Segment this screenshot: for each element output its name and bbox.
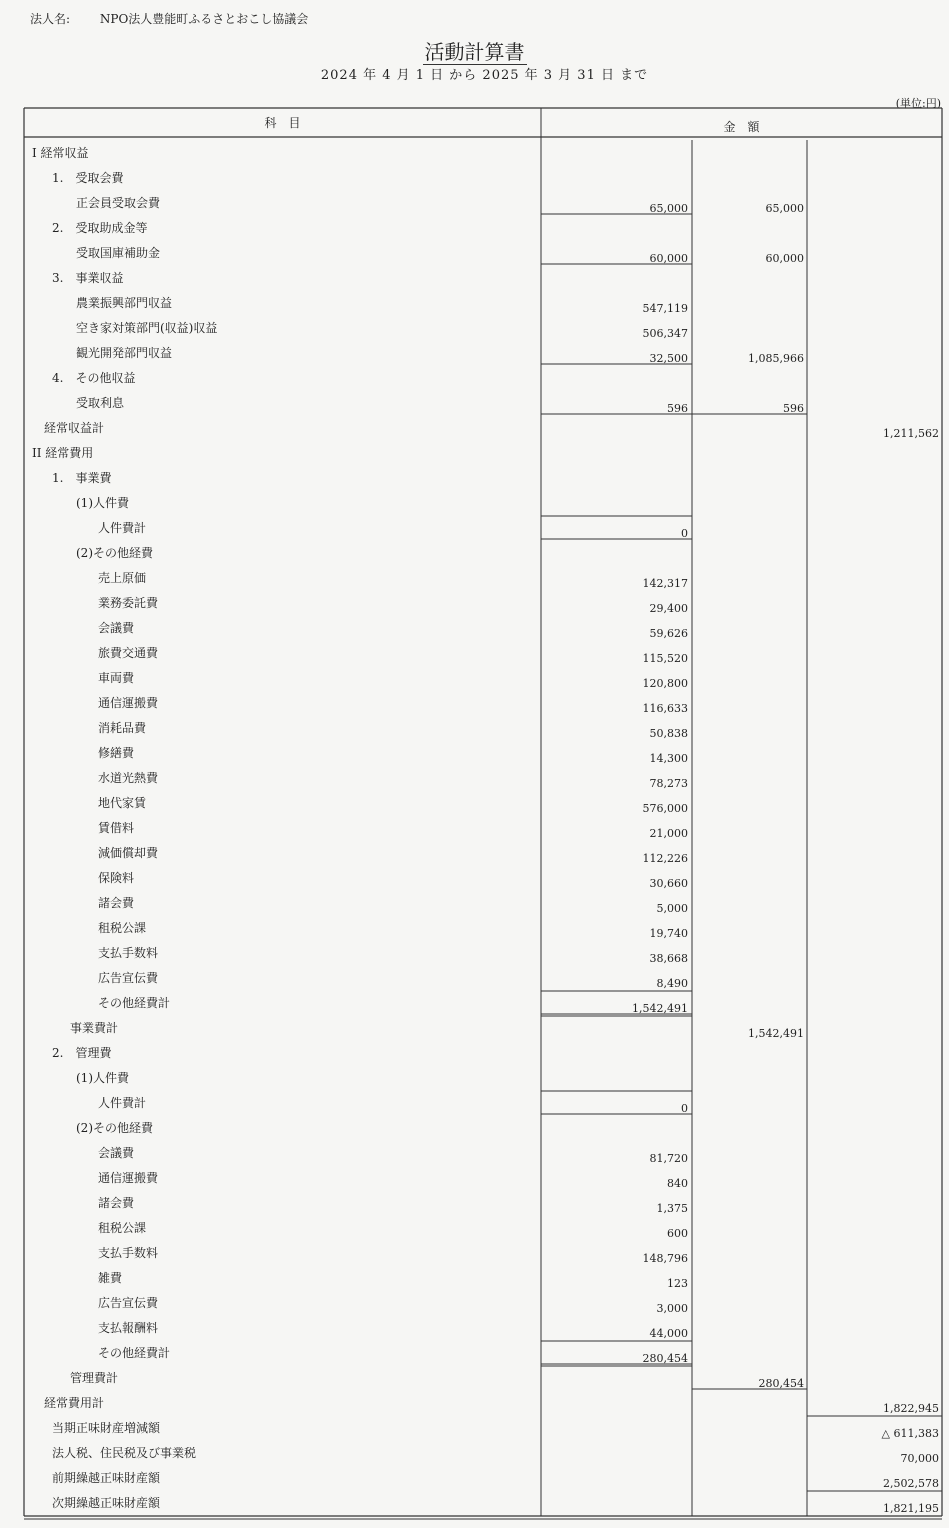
unit-note: (単位:円) (895, 97, 941, 110)
row-label: 経常収益計 (44, 421, 105, 435)
amount-detail: 32,500 (649, 352, 688, 365)
row-label: (1)人件費 (76, 1071, 129, 1085)
amount-total: 1,821,195 (883, 1502, 939, 1515)
amount-subtotal: 596 (783, 402, 804, 415)
row-label: 支払手数料 (98, 1246, 159, 1260)
row-label: (1)人件費 (76, 496, 129, 510)
row-label: 消耗品費 (98, 721, 147, 735)
row-label: 当期正味財産増減額 (52, 1421, 161, 1435)
amount-detail: 116,633 (642, 702, 688, 715)
header-amount: 金 額 (723, 120, 760, 134)
amount-detail: 1,375 (656, 1202, 688, 1215)
amount-detail: 123 (667, 1277, 688, 1290)
row-label: 通信運搬費 (98, 696, 159, 710)
row-label: その他経費計 (98, 996, 171, 1010)
row-label: 諸会費 (98, 896, 135, 910)
row-label: 2. 受取助成金等 (52, 221, 148, 235)
row-label: 1. 受取会費 (52, 171, 124, 185)
amount-detail: 0 (681, 527, 688, 540)
row-label: 観光開発部門収益 (76, 346, 173, 360)
row-label: 売上原価 (98, 571, 147, 585)
row-label: 次期繰越正味財産額 (52, 1496, 161, 1510)
row-label: I 経常収益 (32, 146, 89, 160)
row-label: 受取利息 (76, 396, 125, 410)
amount-subtotal: 60,000 (765, 252, 804, 265)
row-label: 保険料 (98, 871, 135, 885)
amount-subtotal: 280,454 (758, 1377, 804, 1390)
amount-detail: 8,490 (656, 977, 688, 990)
amount-subtotal: 1,085,966 (748, 352, 804, 365)
amount-detail: 78,273 (649, 777, 688, 790)
amount-detail: 0 (681, 1102, 688, 1115)
row-label: 4. その他収益 (52, 371, 136, 385)
amount-subtotal: 1,542,491 (748, 1027, 804, 1040)
amount-detail: 596 (667, 402, 688, 415)
amount-detail: 142,317 (642, 577, 688, 590)
amount-detail: 19,740 (649, 927, 688, 940)
row-label: 農業振興部門収益 (76, 296, 173, 310)
amount-total: 1,211,562 (883, 427, 939, 440)
row-label: 受取国庫補助金 (76, 246, 161, 260)
amount-detail: 59,626 (649, 627, 688, 640)
amount-total: 1,822,945 (883, 1402, 939, 1415)
document-title: 活動計算書 (424, 40, 525, 64)
amount-detail: 5,000 (656, 902, 688, 915)
amount-detail: 38,668 (649, 952, 688, 965)
fiscal-period: 2024 年 4 月 1 日 から 2025 年 3 月 31 日 まで (320, 68, 649, 83)
row-label: 空き家対策部門(収益)収益 (76, 321, 218, 335)
row-label: 広告宣伝費 (98, 1296, 159, 1310)
row-label: 前期繰越正味財産額 (52, 1471, 161, 1485)
row-label: 支払報酬料 (98, 1321, 159, 1335)
row-label: II 経常費用 (32, 446, 94, 460)
amount-detail: 576,000 (642, 802, 688, 815)
amount-detail: 60,000 (649, 252, 688, 265)
row-label: 法人税、住民税及び事業税 (52, 1446, 197, 1460)
amount-detail: 14,300 (649, 752, 688, 765)
row-label: 会議費 (98, 1146, 135, 1160)
row-label: 諸会費 (98, 1196, 135, 1210)
row-label: 経常費用計 (44, 1396, 105, 1410)
row-label: 支払手数料 (98, 946, 159, 960)
amount-detail: 50,838 (649, 727, 688, 740)
amount-detail: 3,000 (656, 1302, 688, 1315)
amount-detail: 81,720 (649, 1152, 688, 1165)
row-label: (2)その他経費 (76, 1121, 153, 1135)
row-label: 管理費計 (70, 1371, 119, 1385)
row-label: その他経費計 (98, 1346, 171, 1360)
row-label: 1. 事業費 (52, 471, 112, 485)
amount-detail: 21,000 (649, 827, 688, 840)
row-label: 租税公課 (98, 1221, 147, 1235)
row-label: 地代家賃 (98, 796, 147, 810)
amount-detail: 120,800 (642, 677, 688, 690)
row-label: 車両費 (98, 671, 135, 685)
row-label: 人件費計 (98, 521, 147, 535)
amount-detail: 29,400 (649, 602, 688, 615)
amount-detail: 115,520 (642, 652, 688, 665)
amount-detail: 547,119 (642, 302, 688, 315)
row-label: 修繕費 (98, 746, 135, 760)
row-label: 人件費計 (98, 1096, 147, 1110)
header-subject: 科 目 (264, 116, 301, 130)
row-label: 賃借料 (98, 821, 135, 835)
row-label: 雑費 (98, 1271, 123, 1285)
row-label: (2)その他経費 (76, 546, 153, 560)
organization-name: NPO法人豊能町ふるさとおこし協議会 (99, 12, 309, 26)
row-label: 2. 管理費 (52, 1046, 112, 1060)
amount-detail: 148,796 (642, 1252, 688, 1265)
amount-detail: 1,542,491 (632, 1002, 688, 1015)
organization-label: 法人名: (30, 12, 71, 26)
amount-subtotal: 65,000 (765, 202, 804, 215)
amount-detail: 65,000 (649, 202, 688, 215)
row-label: 減価償却費 (98, 846, 159, 860)
row-label: 正会員受取会費 (76, 196, 161, 210)
row-label: 3. 事業収益 (52, 271, 124, 285)
row-label: 租税公課 (98, 921, 147, 935)
row-label: 会議費 (98, 621, 135, 635)
row-label: 事業費計 (70, 1021, 119, 1035)
row-label: 通信運搬費 (98, 1171, 159, 1185)
amount-total: 2,502,578 (883, 1477, 939, 1490)
amount-detail: 840 (667, 1177, 688, 1190)
row-label: 広告宣伝費 (98, 971, 159, 985)
amount-detail: 112,226 (642, 852, 688, 865)
amount-total: △ 611,383 (881, 1427, 939, 1440)
row-label: 業務委託費 (98, 596, 159, 610)
amount-detail: 280,454 (642, 1352, 688, 1365)
row-label: 旅費交通費 (98, 646, 159, 660)
row-label: 水道光熱費 (98, 771, 159, 785)
amount-detail: 44,000 (649, 1327, 688, 1340)
amount-detail: 506,347 (642, 327, 688, 340)
amount-detail: 600 (667, 1227, 688, 1240)
amount-detail: 30,660 (649, 877, 688, 890)
amount-total: 70,000 (900, 1452, 939, 1465)
